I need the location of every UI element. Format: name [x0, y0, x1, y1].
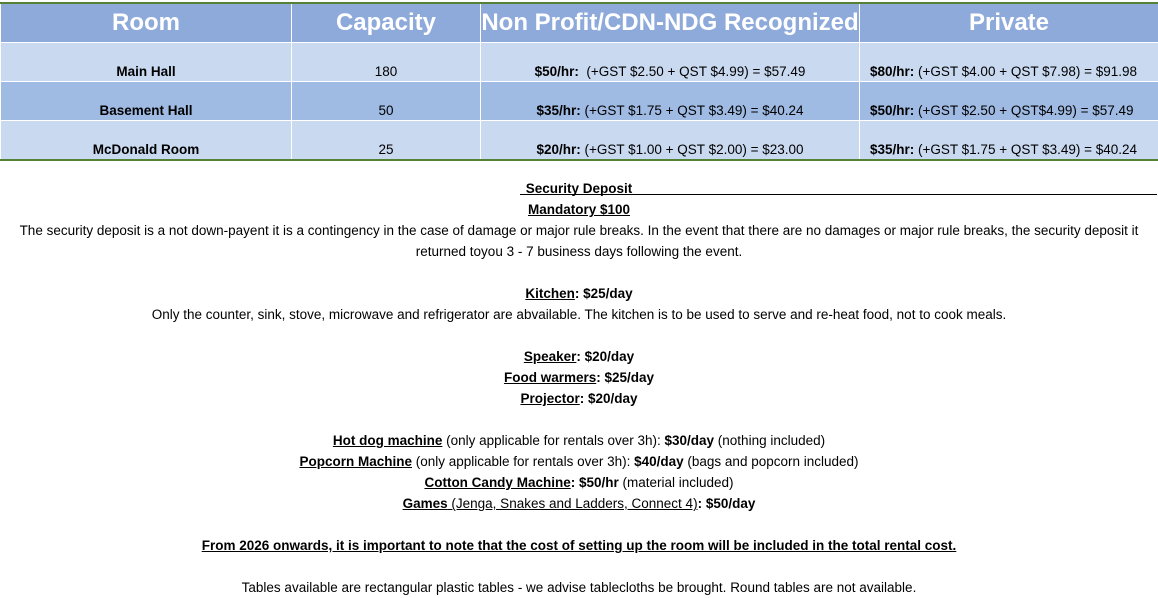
room-capacity: 50: [292, 82, 481, 121]
machine-item-cotton: [0, 472, 1158, 493]
private-rate-detail: (+GST $4.00 + QST $7.98) = $91.98: [914, 64, 1137, 79]
machine-item-hotdog: [0, 430, 1158, 451]
machine-note: (only applicable for rentals over 3h):: [412, 454, 634, 469]
kitchen-label: Kitchen: [525, 286, 575, 301]
room-capacity: 25: [292, 121, 481, 161]
private-rate-cell: [860, 121, 1158, 161]
header-private: Private: [860, 3, 1158, 43]
extra-item: [0, 367, 1158, 388]
header-nonprofit: Non Profit/CDN-NDG Recognized: [481, 3, 860, 43]
nonprofit-rate: $50/hr:: [535, 64, 579, 79]
private-rate: $50/hr:: [870, 103, 914, 118]
extra-label: Projector: [520, 391, 579, 406]
kitchen-price: : $25/day: [575, 286, 633, 301]
nonprofit-rate: $35/hr:: [536, 103, 580, 118]
machine-price: : $50/day: [698, 496, 756, 511]
room-capacity: 180: [292, 43, 481, 82]
deposit-text: The security deposit is a not down-payent it is a contingency in the case of damage or major rule breaks. In the event that there are no damages or major rule breaks, the security deposit it returned toyou 3 - 7 business days following the event.: [0, 220, 1158, 262]
tables-note: Tables available are rectangular plastic tables - we advise tablecloths be brought. Round tables are not available.: [0, 577, 1158, 598]
nonprofit-rate-detail: (+GST $1.00 + QST $2.00) = $23.00: [581, 142, 804, 157]
machine-item-games: [0, 493, 1158, 514]
extra-price: : $20/day: [580, 391, 638, 406]
room-name: McDonald Room: [1, 121, 292, 161]
machine-price: $40/day: [634, 454, 684, 469]
machine-extra: (material included): [619, 475, 734, 490]
extra-item: [0, 388, 1158, 409]
extra-label: Speaker: [524, 349, 577, 364]
extra-item: [0, 346, 1158, 367]
machine-label: Games: [403, 496, 448, 511]
nonprofit-rate-cell: [481, 43, 860, 82]
machine-price: $30/day: [665, 433, 715, 448]
header-capacity: Capacity: [292, 3, 481, 43]
machine-label: Hot dog machine: [333, 433, 443, 448]
deposit-mandatory: Mandatory $100: [528, 202, 630, 217]
table-row: [1, 121, 1158, 161]
private-rate-cell: [860, 82, 1158, 121]
nonprofit-rate-cell: [481, 121, 860, 161]
extra-label: Food warmers: [504, 370, 596, 385]
header-room: Room: [1, 3, 292, 43]
nonprofit-rate: $20/hr:: [536, 142, 580, 157]
rental-notes: [0, 178, 1158, 598]
machine-item-popcorn: [0, 451, 1158, 472]
kitchen-text: Only the counter, sink, stove, microwave and refrigerator are abvailable. The kitchen is to be used to serve and re-heat food, not to cook meals.: [0, 304, 1158, 325]
private-rate-cell: [860, 43, 1158, 82]
kitchen-line: [0, 283, 1158, 304]
room-name: Basement Hall: [1, 82, 292, 121]
table-row: [1, 82, 1158, 121]
private-rate-detail: (+GST $2.50 + QST$4.99) = $57.49: [914, 103, 1133, 118]
nonprofit-rate-detail: (+GST $2.50 + QST $4.99) = $57.49: [579, 64, 806, 79]
nonprofit-rate-detail: (+GST $1.75 + QST $3.49) = $40.24: [581, 103, 804, 118]
setup-cost-notice: From 2026 onwards, it is important to note that the cost of setting up the room will be included in the total rental cost.: [202, 538, 957, 553]
machine-price: : $50/hr: [571, 475, 619, 490]
machine-note: (Jenga, Snakes and Ladders, Connect 4): [448, 496, 698, 511]
table-row: [1, 43, 1158, 82]
table-header-row: [1, 3, 1158, 43]
extra-price: : $25/day: [596, 370, 654, 385]
deposit-title: Security Deposit: [526, 181, 633, 196]
nonprofit-rate-cell: [481, 82, 860, 121]
extra-price: : $20/day: [576, 349, 634, 364]
machine-note: (only applicable for rentals over 3h):: [442, 433, 664, 448]
private-rate: $35/hr:: [870, 142, 914, 157]
private-rate: $80/hr:: [870, 64, 914, 79]
machine-label: Cotton Candy Machine: [424, 475, 570, 490]
machine-extra: (nothing included): [714, 433, 825, 448]
machine-label: Popcorn Machine: [299, 454, 412, 469]
machine-extra: (bags and popcorn included): [684, 454, 859, 469]
rental-rates-table: [0, 2, 1158, 161]
private-rate-detail: (+GST $1.75 + QST $3.49) = $40.24: [914, 142, 1137, 157]
room-name: Main Hall: [1, 43, 292, 82]
